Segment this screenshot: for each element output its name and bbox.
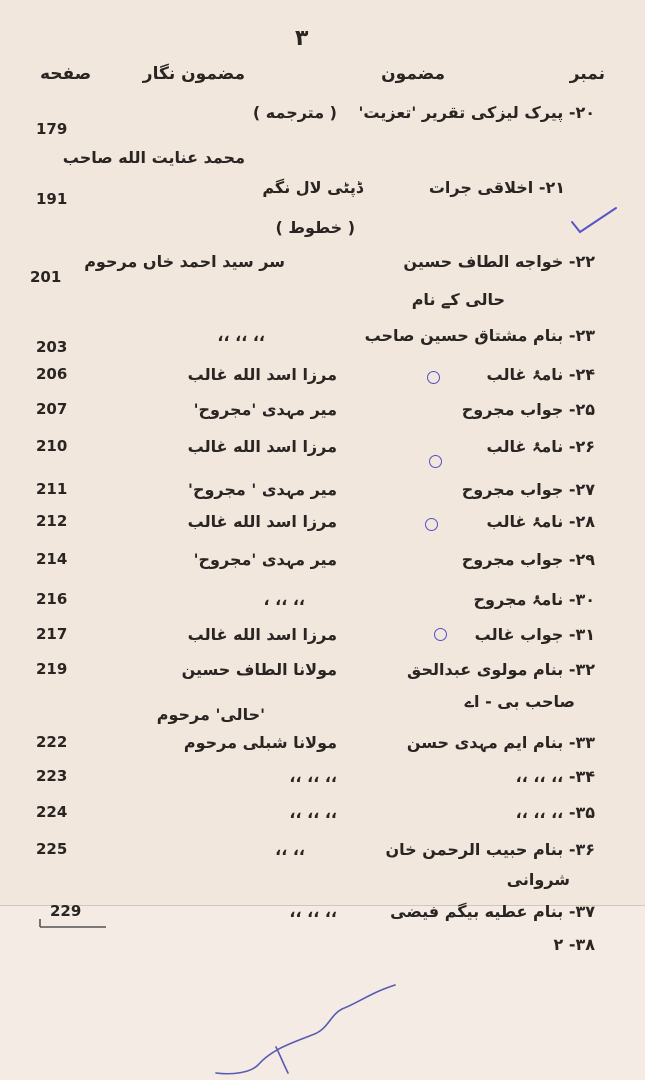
entry-author: ،، ،، <box>275 840 305 859</box>
toc-row-32 <box>0 660 645 692</box>
entry-title: ۳۳- بنام ایم مہدی حسن <box>406 733 595 752</box>
entry-author: میر مہدی ' مجروح' <box>188 480 337 499</box>
entry-title: ۳۶- بنام حبیب الرحمن خان <box>385 840 595 859</box>
pen-circle-mark <box>429 455 442 468</box>
entry-author: ( مترجمه ) <box>252 103 337 122</box>
header-writer: مضمون نگار <box>142 64 245 84</box>
entry-author: مولانا الطاف حسین <box>181 660 337 679</box>
entry-title: ۲۶- نامۂ غالب <box>486 437 595 456</box>
toc-row-27 <box>0 480 645 512</box>
entry-page: 216 <box>36 590 68 608</box>
entry-title: ۳۲- بنام مولوی عبدالحق <box>407 660 595 679</box>
entry-title: ۲۲- خواجه الطاف حسین <box>403 252 595 271</box>
entry-page: 222 <box>36 733 68 751</box>
entry-author: مرزا اسد الله غالب <box>187 365 337 384</box>
entry-title: ۲۵- جواب مجروح <box>461 400 595 419</box>
entry-title: ۳۱- جواب غالب <box>474 625 595 644</box>
pen-underline-icon <box>38 915 108 931</box>
section-heading: ( خطوط ) <box>275 218 355 237</box>
entry-author: میر مہدی 'مجروح' <box>193 400 337 419</box>
toc-row-38 <box>0 935 645 967</box>
header-topic: مضمون <box>381 64 445 84</box>
toc-row-34 <box>0 767 645 799</box>
toc-row-30 <box>0 590 645 622</box>
entry-page: 212 <box>36 512 68 530</box>
pen-circle-mark <box>434 628 447 641</box>
toc-row-24 <box>0 365 645 397</box>
entry-title: ۳۸- ۲ <box>553 935 595 954</box>
entry-page: 219 <box>36 660 68 678</box>
toc-row-35 <box>0 803 645 835</box>
entry-title: ۲۴- نامۂ غالب <box>486 365 595 384</box>
entry-author: مرزا اسد الله غالب <box>187 437 337 456</box>
entry-title-continued: شروانی <box>506 870 570 889</box>
entry-page: 201 <box>30 268 62 286</box>
header-number: نمبر <box>569 64 605 84</box>
entry-author-continued: 'حالی' مرحوم <box>156 705 265 724</box>
entry-page: 217 <box>36 625 68 643</box>
pen-circle-mark <box>427 371 440 384</box>
entry-page: 224 <box>36 803 68 821</box>
entry-title-continued: حالی کے نام <box>411 290 505 309</box>
entry-author: مرزا اسد الله غالب <box>187 512 337 531</box>
entry-title-continued: صاحب بی - اے <box>464 692 575 711</box>
entry-author: ڈپٹی لال نگم <box>262 178 363 197</box>
entry-title: ۲۳- بنام مشتاق حسین صاحب <box>364 326 595 345</box>
entry-title: ۲۸- نامۂ غالب <box>486 512 595 531</box>
entry-title: ۲۷- جواب مجروح <box>461 480 595 499</box>
pen-circle-mark <box>425 518 438 531</box>
entry-page: 223 <box>36 767 68 785</box>
toc-row-33 <box>0 733 645 765</box>
page-number: ۳ <box>295 26 309 51</box>
toc-row-36 <box>0 840 645 872</box>
toc-row-36-continued <box>0 870 645 902</box>
entry-author: ،، ،، ،، <box>289 803 337 822</box>
entry-page: 211 <box>36 480 68 498</box>
toc-row-28 <box>0 512 645 544</box>
entry-author: مولانا شبلی مرحوم <box>183 733 337 752</box>
toc-row-26 <box>0 437 645 469</box>
entry-title: ۳۵- ،، ،، ،، <box>515 803 595 822</box>
pen-scribble-icon <box>180 975 420 1080</box>
entry-author-continued: محمد عنایت الله صاحب <box>62 148 245 167</box>
toc-row-31 <box>0 625 645 657</box>
entry-page: 191 <box>36 190 68 208</box>
entry-page: 203 <box>36 338 68 356</box>
entry-page: 179 <box>36 120 68 138</box>
entry-author: سر سید احمد خاں مرحوم <box>84 252 285 271</box>
entry-page: 214 <box>36 550 68 568</box>
entry-author: ،، ،، ، <box>263 590 305 609</box>
entry-author: ،، ،، ،، <box>289 902 337 921</box>
entry-page: 206 <box>36 365 68 383</box>
entry-page: 210 <box>36 437 68 455</box>
pen-check-icon <box>570 202 620 238</box>
toc-row-25 <box>0 400 645 432</box>
entry-author: مرزا اسد الله غالب <box>187 625 337 644</box>
entry-page: 229 <box>50 902 82 920</box>
toc-row-29 <box>0 550 645 582</box>
entry-title: ۳۰- نامۂ مجروح <box>473 590 595 609</box>
entry-page: 207 <box>36 400 68 418</box>
entry-page: 225 <box>36 840 68 858</box>
toc-row-22-page <box>0 268 645 300</box>
entry-title: ۲۰- پیرک لیزکی تقریر 'تعزیت' <box>358 103 595 122</box>
entry-author: میر مہدی 'مجروح' <box>193 550 337 569</box>
entry-title: ۳۷- بنام عطیه بیگم فیضی <box>390 902 595 921</box>
entry-author: ،، ،، ،، <box>217 326 265 345</box>
entry-author: ،، ،، ،، <box>289 767 337 786</box>
header-page: صفحه <box>40 64 92 84</box>
entry-title: ۲۹- جواب مجروح <box>461 550 595 569</box>
entry-title: ۲۱- اخلاقی جرات <box>428 178 565 197</box>
entry-title: ۳۴- ،، ،، ،، <box>515 767 595 786</box>
